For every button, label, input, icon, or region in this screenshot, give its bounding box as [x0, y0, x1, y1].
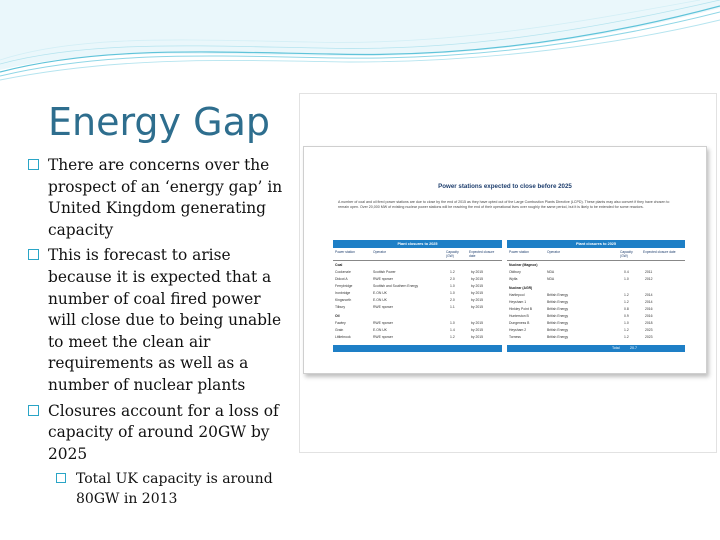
- table-cell: NDA: [547, 277, 555, 281]
- table-cell: E.ON UK: [373, 291, 387, 295]
- table-cell: 2014: [645, 300, 653, 304]
- table-row: [507, 306, 685, 313]
- table-header: Plant closures to 2025: [507, 240, 685, 248]
- table-cell: British Energy: [547, 335, 569, 339]
- table-cell: 1.2: [624, 328, 629, 332]
- column-headers: [333, 249, 502, 261]
- table-cell: RWE npower: [373, 335, 393, 339]
- table-cell: 0.8: [624, 307, 629, 311]
- table-cell: Hinkley Point B: [509, 307, 532, 311]
- table-cell: British Energy: [547, 328, 569, 332]
- bullet-item: [28, 245, 283, 396]
- section-label-text: Nuclear (AGR): [509, 286, 533, 290]
- document-intro: A number of coal and oil fired power stations are due to close by the end of 2015 as they have opted out of the Large Combustion Plants Directive (LCPD). These plants may also convert if they have chosen to remain open. Over 20,000 MW of existing nuclear power stations will be reaching the end of their operational lives over roughly the same period, but it is likely to be extended for some reactors.: [338, 200, 670, 210]
- table-cell: RWE npower: [373, 277, 393, 281]
- table-section-label: [333, 313, 502, 320]
- table-cell: by 2015: [471, 335, 484, 339]
- table-cell: by 2015: [471, 291, 484, 295]
- bullet-box-icon: [28, 159, 39, 170]
- bullet-item: [28, 155, 283, 241]
- bullet-list: [28, 155, 283, 509]
- table-row: [333, 290, 502, 297]
- table-cell: 2023: [645, 335, 653, 339]
- table-row: [333, 327, 502, 334]
- table-cell: 2.0: [450, 298, 455, 302]
- table-cell: 2012: [645, 277, 653, 281]
- column-header: Expected closure date: [643, 250, 676, 254]
- table-cell: 1.0: [450, 284, 455, 288]
- table-cell: British Energy: [547, 314, 569, 318]
- sub-bullet-text: Total UK capacity is around 80GW in 2013: [76, 471, 273, 508]
- table-cell: Hartlepool: [509, 293, 525, 297]
- table-cell: 1.0: [450, 321, 455, 325]
- table-cell: 1.2: [450, 335, 455, 339]
- table-cell: RWE npower: [373, 305, 393, 309]
- table-cell: Ferrybridge: [335, 284, 353, 288]
- bullet-text: Closures account for a loss of capacity of around 20GW by 2025: [48, 401, 279, 463]
- slide-title: Energy Gap: [48, 100, 270, 144]
- decorative-wave-header: [0, 0, 720, 95]
- table-section-label: [333, 262, 502, 269]
- table-cell: NDA: [547, 270, 555, 274]
- table-cell: Wylfa: [509, 277, 518, 281]
- table-row: [507, 299, 685, 306]
- table-cell: by 2015: [471, 270, 484, 274]
- column-headers: [507, 249, 685, 261]
- column-header: Operator: [547, 250, 561, 254]
- table-cell: Littlebrook: [335, 335, 351, 339]
- table-cell: Cockenzie: [335, 270, 351, 274]
- column-header: Capacity (GW): [446, 250, 459, 259]
- sub-bullet-item: [28, 469, 283, 509]
- table-cell: Heysham 1: [509, 300, 527, 304]
- section-label-text: Nuclear (Magnox): [509, 263, 538, 267]
- table-cell: Fawley: [335, 321, 346, 325]
- table-row: [507, 292, 685, 299]
- table-cell: 1.1: [450, 305, 455, 309]
- table-cell: 1.0: [624, 277, 629, 281]
- table-cell: by 2015: [471, 321, 484, 325]
- column-header: Operator: [373, 250, 387, 254]
- table-row: [507, 276, 685, 283]
- table-cell: 1.2: [624, 300, 629, 304]
- bullet-box-icon: [56, 473, 66, 483]
- total-value: 20.7: [630, 346, 637, 350]
- table-cell: 2.0: [450, 277, 455, 281]
- table-cell: E.ON UK: [373, 298, 387, 302]
- table-cell: Dungeness B: [509, 321, 530, 325]
- table-header: Plant closures to 2025: [333, 240, 502, 248]
- table-cell: Heysham 2: [509, 328, 527, 332]
- table-row: [333, 304, 502, 311]
- section-label-text: Coal: [335, 263, 343, 267]
- bullet-text: There are concerns over the prospect of an ‘energy gap’ in United Kingdom generating capacity: [48, 156, 283, 239]
- column-header: Power station: [335, 250, 355, 254]
- table-footer-bar: [333, 345, 502, 352]
- table-cell: Hunterston B: [509, 314, 529, 318]
- table-cell: Oldbury: [509, 270, 521, 274]
- table-cell: RWE npower: [373, 321, 393, 325]
- table-cell: by 2015: [471, 328, 484, 332]
- table-cell: 1.2: [450, 270, 455, 274]
- table-total-bar: [507, 345, 685, 352]
- bullet-text: This is forecast to arise because it is expected that a number of coal fired power will close due to being unable to meet the clean air requirements as well as a number of nuclear plants: [48, 246, 282, 394]
- table-cell: 1.4: [450, 328, 455, 332]
- table-cell: Didcot A: [335, 277, 348, 281]
- table-cell: Scottish and Southern Energy: [373, 284, 419, 288]
- table-cell: 1.0: [450, 291, 455, 295]
- table-cell: 2011: [645, 270, 653, 274]
- column-header: Power station: [509, 250, 529, 254]
- table-row: [507, 313, 685, 320]
- table-cell: 0.4: [624, 270, 629, 274]
- embedded-document-image: [303, 146, 707, 374]
- table-cell: Torness: [509, 335, 521, 339]
- table-cell: by 2015: [471, 277, 484, 281]
- table-cell: 2014: [645, 293, 653, 297]
- table-section-label: [507, 262, 685, 269]
- section-label-text: Oil: [335, 314, 340, 318]
- table-cell: 2023: [645, 328, 653, 332]
- table-row: [333, 320, 502, 327]
- table-row: [333, 276, 502, 283]
- table-cell: British Energy: [547, 307, 569, 311]
- document-title: Power stations expected to close before 2025: [438, 183, 572, 190]
- table-cell: Tilbury: [335, 305, 346, 309]
- table-cell: 0.9: [624, 314, 629, 318]
- table-cell: Scottish Power: [373, 270, 396, 274]
- table-cell: 2016: [645, 314, 653, 318]
- bullet-box-icon: [28, 249, 39, 260]
- table-row: [507, 327, 685, 334]
- table-section-label: [507, 285, 685, 292]
- total-label: Total: [612, 346, 620, 350]
- table-cell: 1.2: [624, 335, 629, 339]
- table-cell: by 2015: [471, 305, 484, 309]
- table-cell: by 2015: [471, 284, 484, 288]
- table-cell: E.ON UK: [373, 328, 387, 332]
- table-row: [333, 283, 502, 290]
- column-header: Capacity (GW): [620, 250, 633, 259]
- table-row: [507, 320, 685, 327]
- table-row: [333, 334, 502, 341]
- table-cell: by 2015: [471, 298, 484, 302]
- table-row: [333, 297, 502, 304]
- table-cell: Ironbridge: [335, 291, 351, 295]
- table-row: [507, 334, 685, 341]
- column-header: Expected closure date: [469, 250, 495, 259]
- bullet-box-icon: [28, 405, 39, 416]
- table-cell: 2016: [645, 307, 653, 311]
- table-row: [507, 269, 685, 276]
- bullet-item: [28, 401, 283, 466]
- table-cell: Kingsnorth: [335, 298, 352, 302]
- table-cell: British Energy: [547, 300, 569, 304]
- table-cell: Grain: [335, 328, 344, 332]
- table-cell: British Energy: [547, 321, 569, 325]
- table-cell: 1.2: [624, 293, 629, 297]
- table-cell: 1.0: [624, 321, 629, 325]
- table-cell: British Energy: [547, 293, 569, 297]
- table-row: [333, 269, 502, 276]
- table-cell: 2018: [645, 321, 653, 325]
